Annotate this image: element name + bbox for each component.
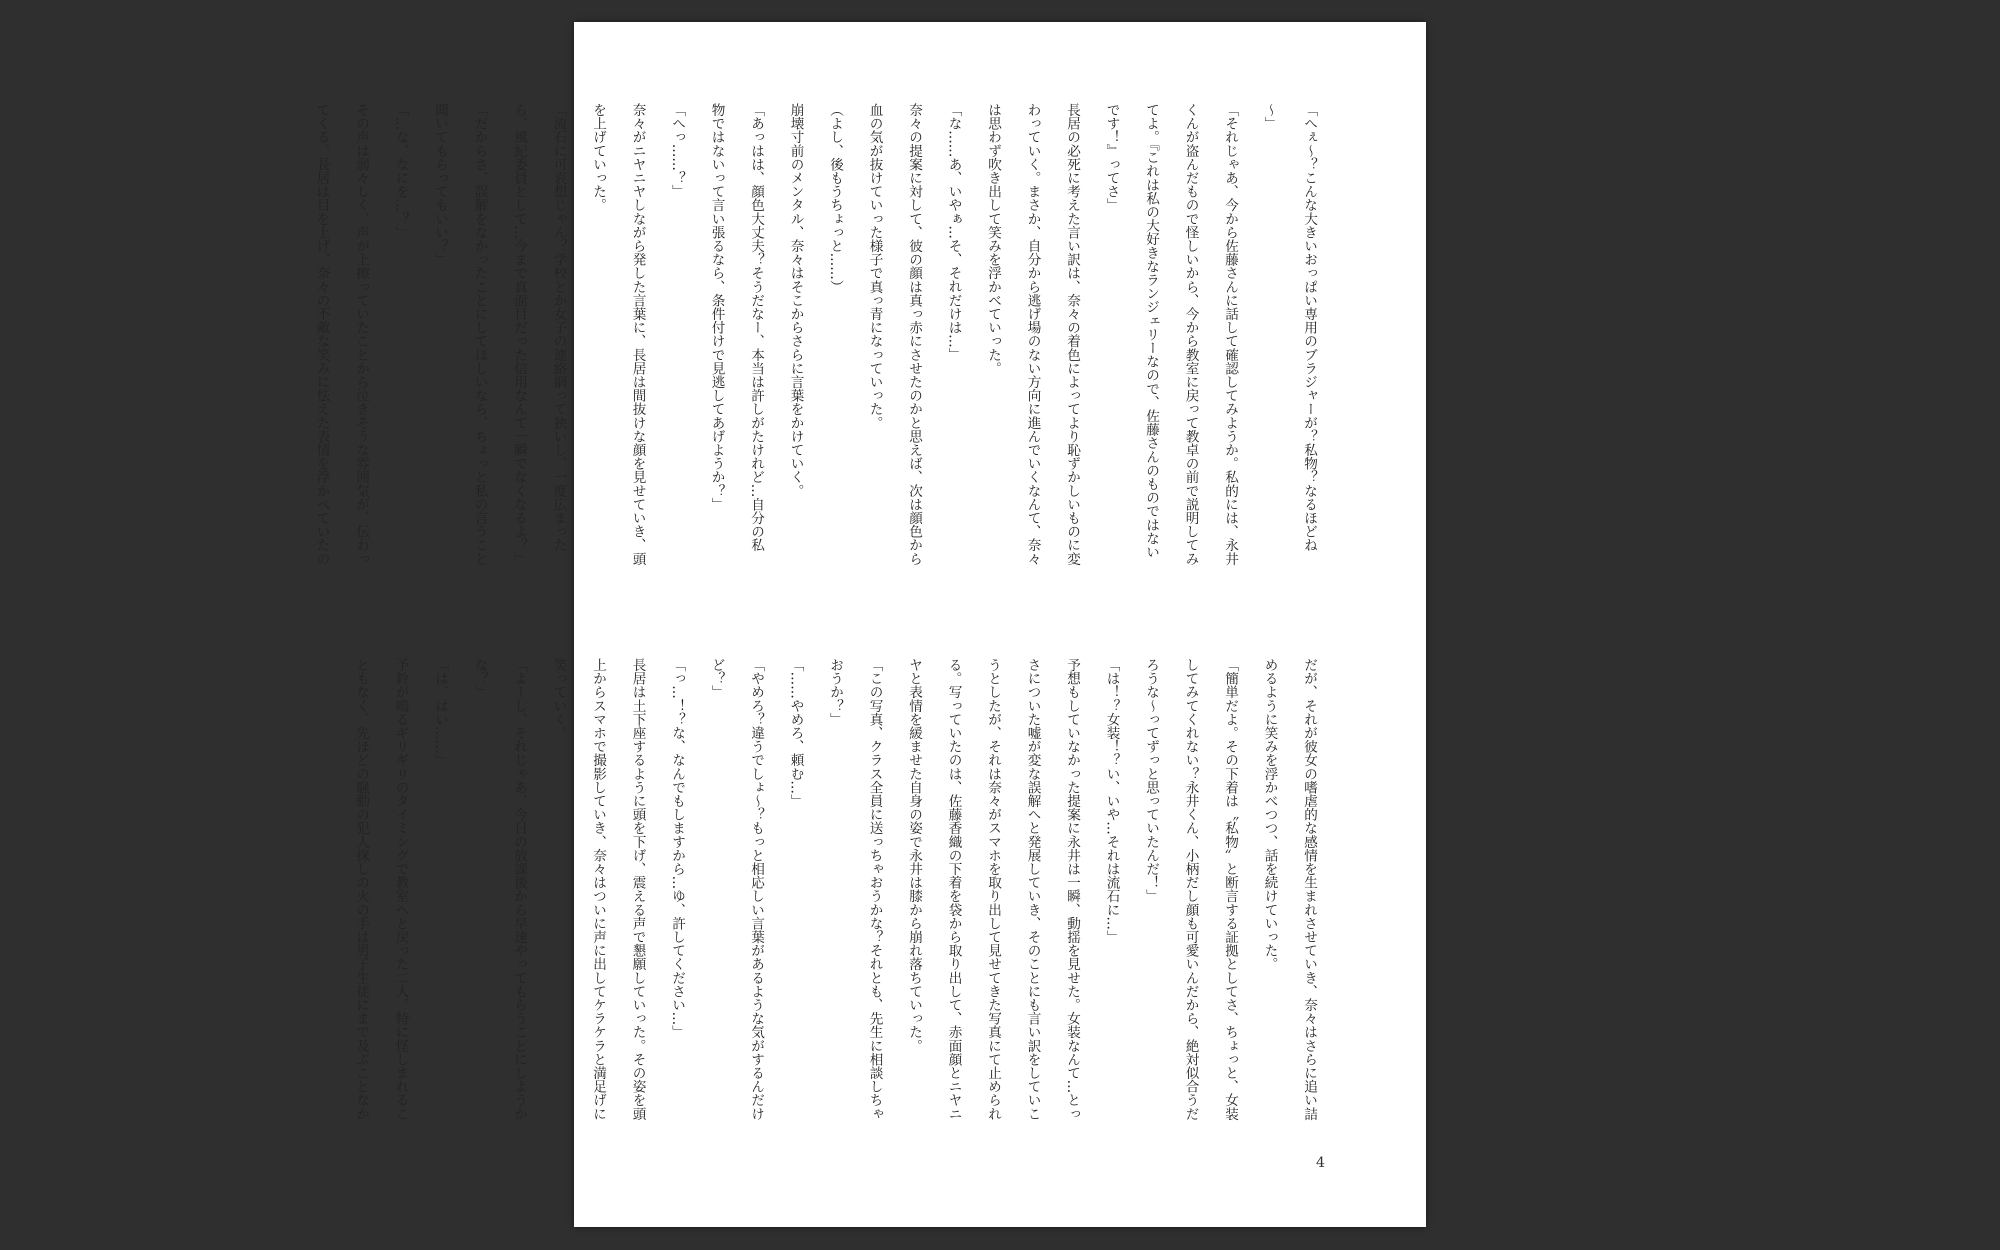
text-line: 「…な、なにを…？」 <box>392 103 409 239</box>
text-line: 長居の必死に考えた言い訳は、奈々の着色によってより恥ずかしいものに変 <box>1064 103 1080 566</box>
text-line: 「あっはは、顔色大丈夫？そうだなー、本当は許しがたけれど…自分の私 <box>748 103 764 552</box>
text-line: てよ。『これは私の大好きなランジェリーなので、佐藤さんのものではない <box>1143 103 1159 559</box>
text-line: してみてくれない？永井くん、小柄だし顔も可愛いんだから、絶対似合うだ <box>1182 658 1199 1121</box>
text-line: ろうな〜ってずっと思っていたんだ！」 <box>1143 658 1159 903</box>
text-line: な？」 <box>471 658 488 699</box>
text-line: 「流石に可哀想じゃん？学校とか女子の連絡網って狭いし、一度広まった <box>550 103 567 552</box>
text-line: 奈々の提案に対して、彼の顔は真っ赤にさせたのかと思えば、次は顔色から <box>906 103 922 566</box>
text-line: わっていく。まさか、自分から逃げ場のない方向に進んでいくなんて、奈々 <box>1024 103 1041 566</box>
text-line: （よし、後もうちょっと……） <box>827 103 843 294</box>
text-line: さについた嘘が変な誤解へと発展していき、そのことにも言い訳をしていこ <box>1024 658 1041 1121</box>
text-line: ともなく、先ほどの騒動の犯人探しの火の手は男子生徒にまで及ぶことなか <box>353 658 369 1121</box>
text-line: 上からスマホで撮影していき、奈々はついに声に出してケラケラと満足げに <box>590 658 606 1121</box>
text-line: 聞いてもらってもいい？」 <box>432 103 448 267</box>
text-line: 予想もしていなかった提案に永井は一瞬、動揺を見せた。女装なんて…とっ <box>1064 658 1080 1121</box>
text-line: 長居は土下座するように頭を下げ、震える声で懇願していった。その姿を頭 <box>629 658 646 1121</box>
text-line: 「へっ……？」 <box>669 103 685 199</box>
text-line: てくる。長居は目を上げ、奈々の不敵な笑みに怯えた表情を浮かべていたの <box>313 103 330 566</box>
text-line: 物ではないって言い張るなら、条件付けで見逃してあげようか？」 <box>708 103 725 511</box>
text-line: 「へぇ〜？こんな大きいおっぱい専用のブラジャーが？私物？なるほどね <box>1301 103 1317 552</box>
text-line: ヤと表情を緩ませた自身の姿で永井は膝から崩れ落ちていった。 <box>906 658 922 1053</box>
text-line: 「な……あ、いやぁ…そ、それだけは…」 <box>945 103 962 362</box>
text-line: 「それじゃあ、今から佐藤さんに話して確認してみようか。私的には、永井 <box>1222 103 1238 566</box>
text-line: うとしたが、それは奈々がスマホを取り出して見せてきた写真にて止められ <box>985 658 1001 1121</box>
document-page <box>313 22 1426 1227</box>
text-line: ら、風紀委員として…今まで真面目だった信用なんて一瞬でなくなるよ？」 <box>511 103 527 566</box>
text-line: 「は、はい……」 <box>432 658 448 767</box>
text-line: 「っ…！？な、なんでもしますから…ゆ、許してください…」 <box>669 658 685 1039</box>
text-line: です！』ってさ」 <box>1103 103 1120 212</box>
text-line: 血の気が抜けていった様子で真っ青になっていった。 <box>866 103 883 430</box>
text-line: を上げていった。 <box>590 103 606 212</box>
text-line: その声は弱々しく、声が上擦っていたことから泣きそうな雰囲気が、伝わっ <box>353 103 369 566</box>
text-line: 「は！？女装！？い、いや…それは流石に…」 <box>1103 658 1120 944</box>
text-line: 「簡単だよ。その下着は〝私物〟と断言する証拠としてさ、ちょっと、女装 <box>1222 658 1238 1121</box>
text-line: 「この写真、クラス全員に送っちゃおうかな？それとも、先生に相談しちゃ <box>866 658 883 1121</box>
text-line: くんが盗んだもので怪しいから、今から教室に戻って教卓の前で説明してみ <box>1182 103 1199 566</box>
text-line: めるように笑みを浮かべつつ、話を続けていった。 <box>1261 658 1278 971</box>
text-line: 崩壊寸前のメンタル、奈々はそこからさらに言葉をかけていく。 <box>787 103 804 498</box>
text-line: 「だからさ、誤解をなかったことにしてほしいなら、ちょっと私の言うこと <box>471 103 488 566</box>
text-line: は思わず吹き出して笑みを浮かべていった。 <box>985 103 1001 375</box>
text-line: おうか？」 <box>827 658 843 726</box>
text-line: 「やめろ？違うでしょ〜？もっと相応しい言葉があるような気がするんだけ <box>748 658 764 1121</box>
text-block-top <box>301 103 1328 623</box>
text-line: 「……やめろ、頼む…」 <box>787 658 804 808</box>
text-line: ど？」 <box>708 658 725 699</box>
text-line: 奈々がニヤニヤしながら発した言葉に、長居は間抜けな顔を見せていき、頭 <box>629 103 646 566</box>
text-line: 〜」 <box>1261 103 1278 131</box>
text-line: 予鈴が鳴るギリギリのタイミングで教室へと戻った二人。特に怪しまれるこ <box>392 658 409 1121</box>
text-block-bottom <box>341 658 1329 1178</box>
text-line: る。写っていたのは、佐藤香織の下着を袋から取り出して、赤面顔とニヤニ <box>945 658 962 1121</box>
text-line: だが、それが彼女の嗜虐的な感情を生まれさせていき、奈々はさらに追い詰 <box>1301 658 1317 1121</box>
text-line: 「よーし、それじゃあ、今日の放課後から早速やってもらうことにしようか <box>511 658 527 1121</box>
page-number: 4 <box>1316 1155 1325 1171</box>
text-line: 笑っていく。 <box>550 658 567 740</box>
